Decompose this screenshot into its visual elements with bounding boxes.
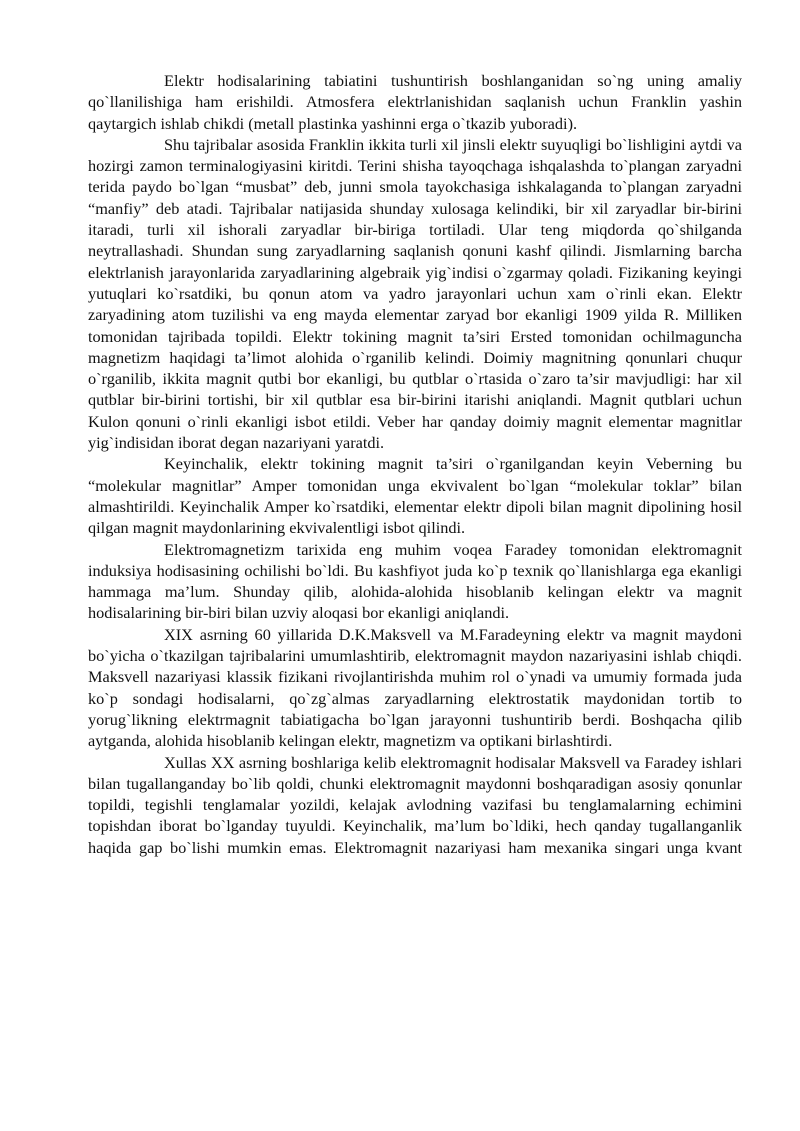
paragraph-franklin-lightning-rod: Elektr hodisalarining tabiatini tushuntirish boshlanganidan so`ng uning amaliy qo`llanilishiga ham erishildi. Atmosfera elektrlanishidan saqlanish uchun Franklin yashin qaytargich ishlab chikdi (metall plastinka yashinni erga o`tkazib yuboradi). xyxy=(88,71,742,133)
paragraph-ampere-molecular-currents: Keyinchalik, elektr tokining magnit ta’siri o`rganilgandan keyin Veberning bu “molekular magnitlar” Amper tomonidan unga ekvivalent bo`lgan “molekular toklar” bilan almashtirildi. Keyinchalik Amper ko`rsatdiki, elementar elektr dipoli bilan magnit dipolining hosil qilgan magnit maydonlarining ekvivalentligi isbot qilindi. xyxy=(88,454,742,538)
paragraph-charge-conservation: Shu tajribalar asosida Franklin ikkita turli xil jinsli elektr suyuqligi bo`lishligini aytdi va hozirgi zamon terminalogiyasini kiritdi. Terini shisha tayoqchaga ishqalashda to`plangan zaryadni terida paydo bo`lgan “musbat” deb, junni smola tayokchasiga ishkalaganda to`plangan zaryadni “manfiy” deb atadi. Tajribalar natijasida shunday xulosaga kelindiki, bir xil zaryadlar bir-birini itaradi, turli xil ishorali zaryadlar bir-biriga tortiladi. Ular teng miqdorda qo`shilganda neytrallashadi. Shundan sung zaryadlarning saqlanish qonuni kashf qilindi. Jismlarning barcha elektrlanish jarayonlarida zaryadlarining algebraik yig`indisi o`zgarmay qoladi. Fizikaning keyingi yutuqlari ko`rsatdiki, bu qonun atom va yadro jarayonlari uchun xam o`rinli ekan. Elektr zaryadining atom tuzilishi va eng mayda elementar zaryad bor ekanligi 1909 yilda R. Milliken tomonidan tajribada topildi. Elektr tokining magnit ta’siri Ersted tomonidan ochilmaguncha magnetizm haqidagi ta’limot alohida o`rganilib kelindi. Doimiy magnitning qonunlari chuqur o`rganilib, ikkita magnit qutbi bor ekanligi, bu qutblar o`rtasida o`zaro ta’sir mavjudligi: har xil qutblar bir-birini tortishi, bir xil qutblar esa bir-birini itarishi aniqlandi. Magnit qutblari uchun Kulon qonuni o`rinli ekanligi isbot etildi. Veber har qanday doimiy magnit elementar magnitlar yig`indisidan iborat degan nazariyani yaratdi. xyxy=(88,134,742,453)
document-page xyxy=(88,70,742,858)
paragraph-maxwell-theory: XIX asrning 60 yillarida D.K.Maksvell va M.Faradeyning elektr va magnit maydoni bo`yicha o`tkazilgan tajribalarini umumlashtirib, elektromagnit maydon nazariyasini ishlab chiqdi. Maksvell nazariyasi klassik fizikani rivojlantirishda muhim rol o`ynadi va umumiy formada juda ko`p sondagi hodisalarni, qo`zg`almas zaryadlarning elektrostatik maydonidan tortib to yorug`likning elektrmagnit tabiatigacha bo`lgan jarayonni tushuntirib berdi. Boshqacha qilib aytganda, alohida hisoblanib kelingan elektr, magnetizm va optikani birlashtirdi. xyxy=(88,624,742,751)
paragraph-twentieth-century: Xullas XX asrning boshlariga kelib elektromagnit hodisalar Maksvell va Faradey ishlari bilan tugallanganday bo`lib qoldi, chunki elektromagnit maydonni boshqaradigan asosiy qonunlar topildi, tegishli tenglamalar yozildi, kelajak avlodning vazifasi bu tenglamalarning echimini topishdan iborat bo`lganday tuyuldi. Keyinchalik, ma’lum bo`ldiki, hech qanday tugallanganlik haqida gap bo`lishi mumkin emas. Elektromagnit nazariyasi ham mexanika singari unga kvant xyxy=(88,752,742,857)
paragraph-faraday-induction: Elektromagnetizm tarixida eng muhim voqea Faradey tomonidan elektromagnit induksiya hodisasining ochilishi bo`ldi. Bu kashfiyot juda ko`p texnik qo`llanishlarga ega ekanligi hammaga ma’lum. Shunday qilib, alohida-alohida hisoblanib kelingan elektr va magnit hodisalarining bir-biri bilan uzviy aloqasi bor ekanligi aniqlandi. xyxy=(88,539,742,623)
